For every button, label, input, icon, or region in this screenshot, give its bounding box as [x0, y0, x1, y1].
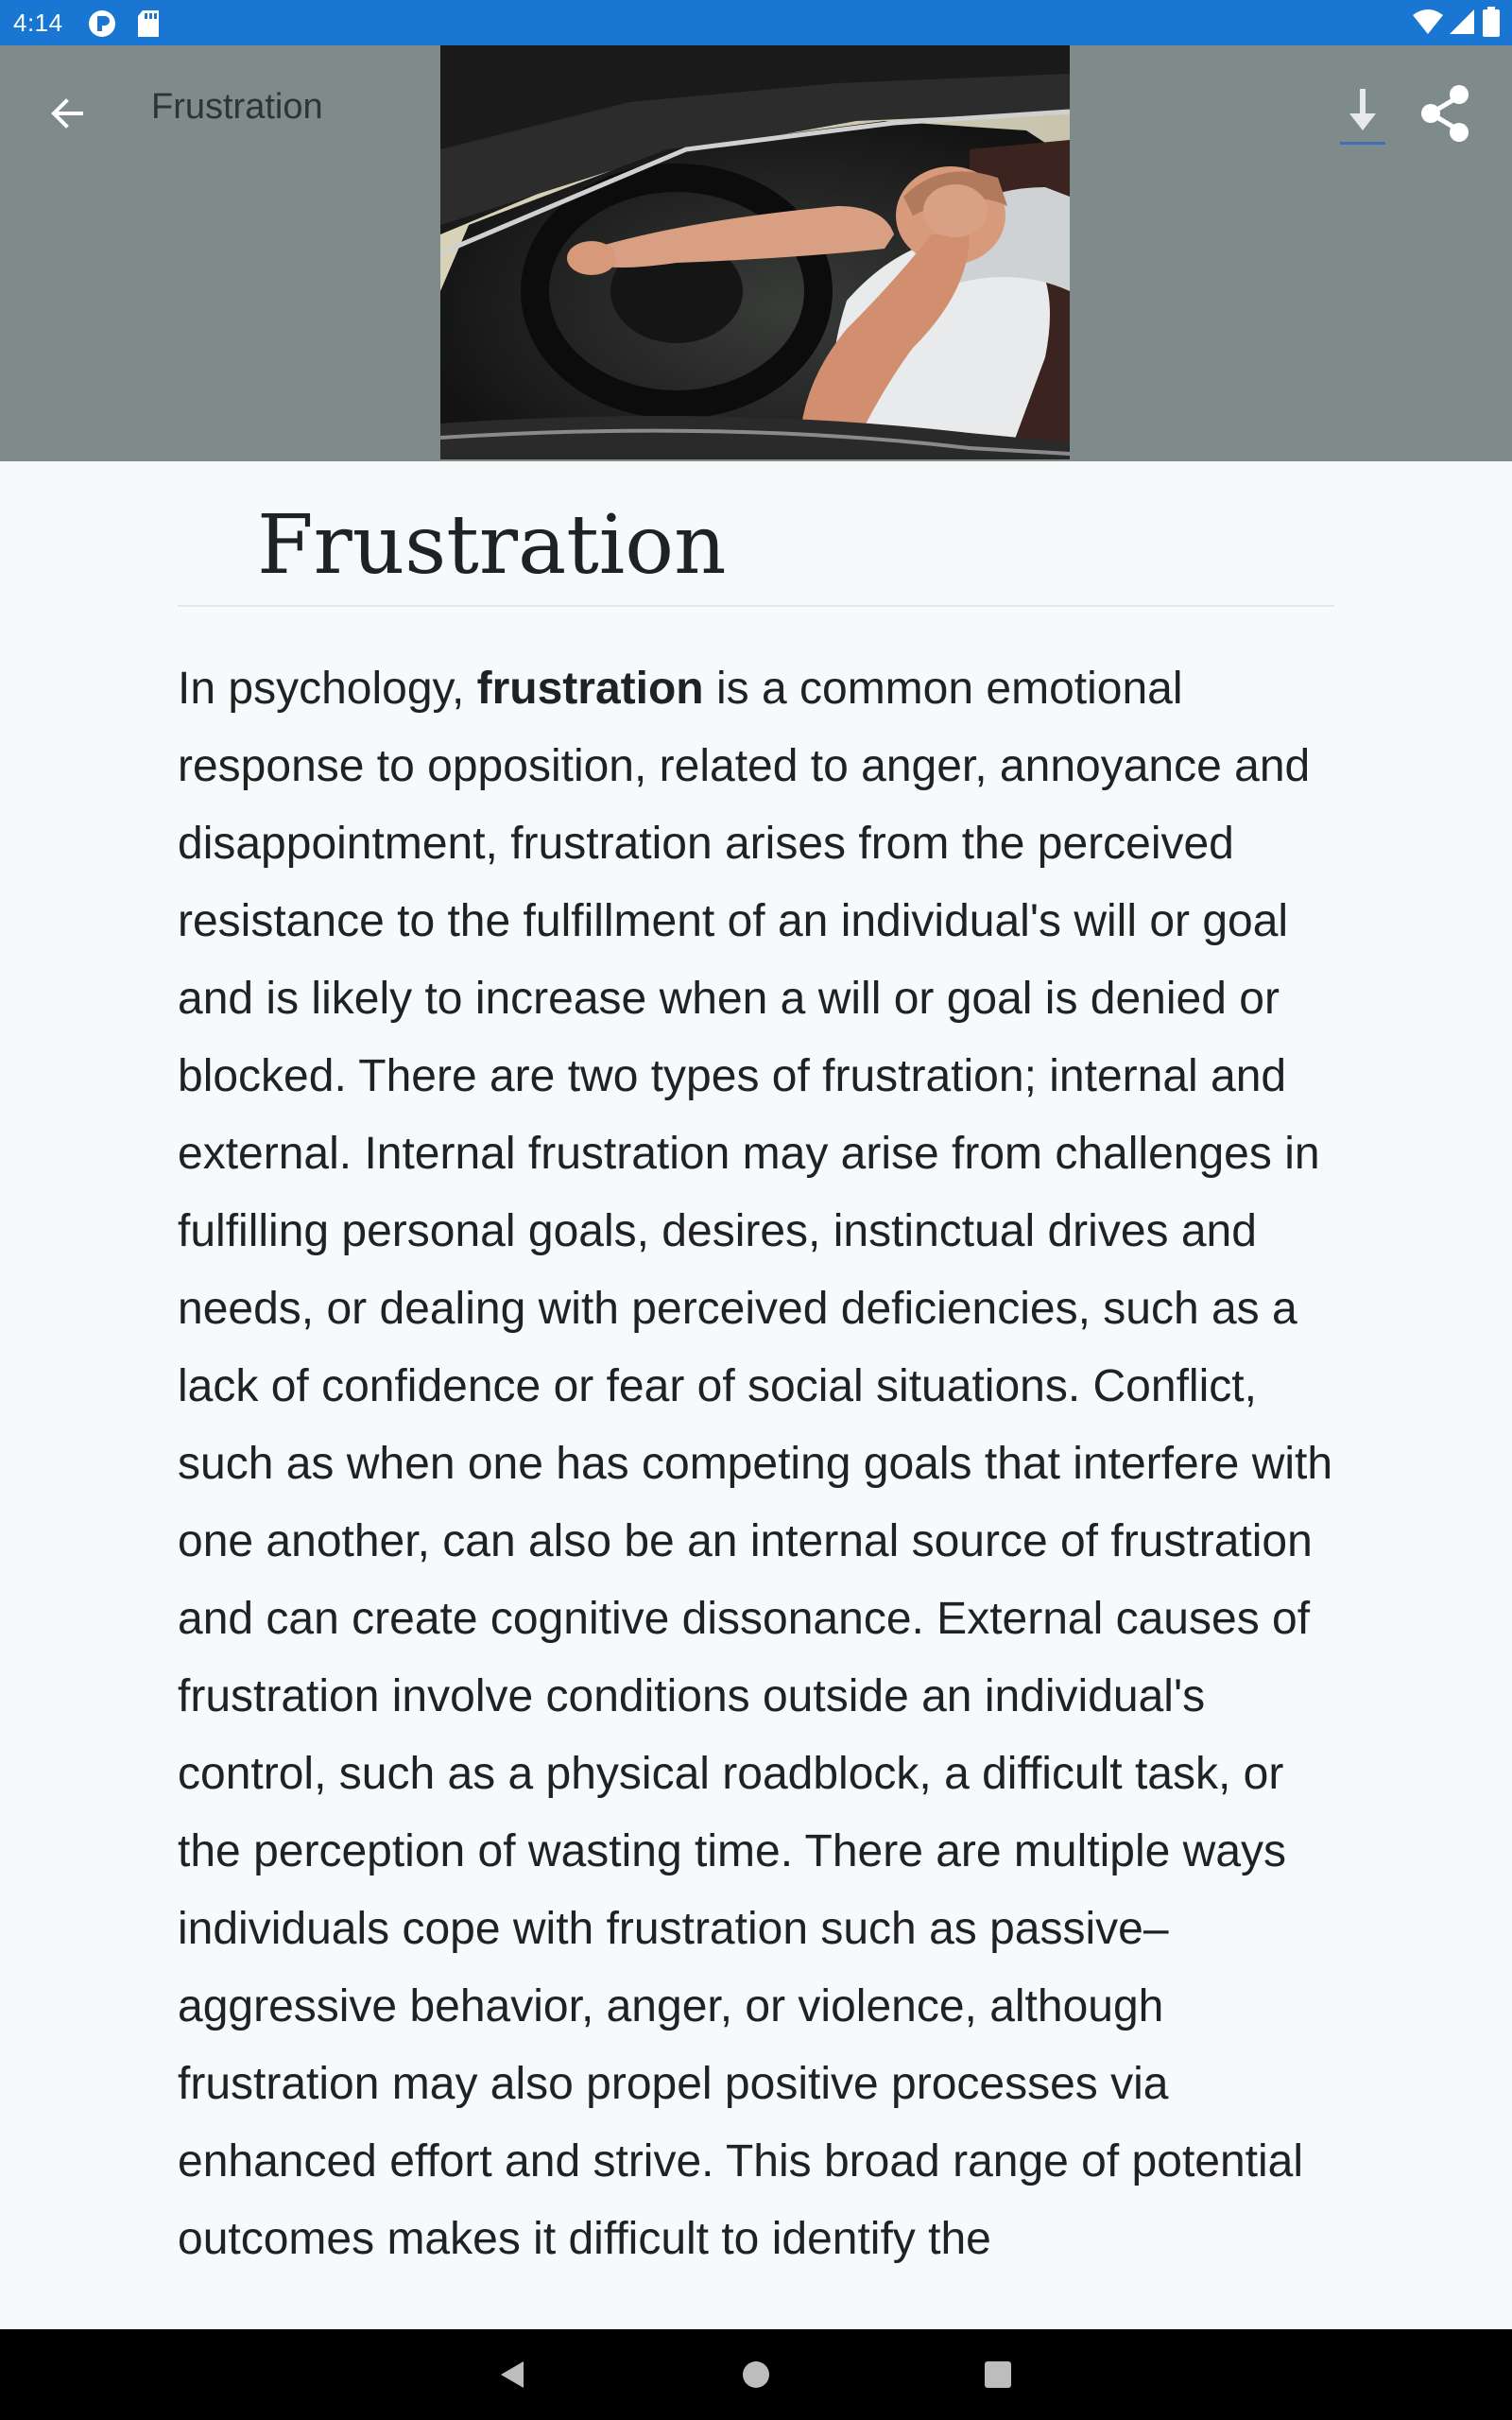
back-triangle-icon	[490, 2352, 535, 2397]
status-bar	[0, 0, 1512, 45]
app-notification-icon	[87, 9, 117, 43]
nav-back-button[interactable]	[490, 2352, 535, 2397]
nav-recents-button[interactable]	[975, 2352, 1021, 2397]
intro-rest: is a common emotional response to opposition, related to anger, annoyance and disappointment, frustration arises from the perceived resistance to the fulfillment of an individual's will or goal and is likely to increase when a will or goal is denied or blocked. There are two types of frustration; internal and external. Internal frustration may arise from challenges in fulfilling personal goals, desires, instinctual drives and needs, or dealing with perceived deficiencies, such as a lack of confidence or fear of social situations. Conflict, such as when one has competing goals that interfere with one another, can also be an internal source of frustration and can create cognitive dissonance. External causes of frustration involve conditions outside an individual's control, such as a physical roadblock, a difficult task, or the perception of wasting time. There are multiple ways individuals cope with frustration such as passive–aggressive behavior, anger, or violence, although frustration may also propel positive processes via enhanced effort and strive. This broad range of potential outcomes makes it difficult to identify the	[178, 664, 1333, 2264]
status-time: 4:14	[13, 9, 63, 37]
wifi-icon	[1412, 8, 1444, 41]
recents-square-icon	[975, 2352, 1021, 2397]
back-button[interactable]	[38, 83, 98, 144]
arrow-left-icon	[38, 83, 98, 144]
battery-icon	[1482, 7, 1501, 42]
title-divider	[178, 605, 1334, 607]
frustrated-driver-image	[440, 45, 1070, 459]
article-header	[0, 45, 1512, 461]
share-button[interactable]	[1414, 78, 1478, 153]
hero-image[interactable]	[440, 45, 1070, 459]
signal-icon	[1448, 8, 1476, 41]
share-icon	[1414, 78, 1478, 153]
download-button[interactable]	[1331, 78, 1395, 153]
system-nav-bar	[0, 2329, 1512, 2420]
article-content	[178, 461, 1334, 2278]
intro-prefix: In psychology,	[178, 664, 477, 714]
nav-home-button[interactable]	[733, 2352, 779, 2397]
download-icon	[1331, 78, 1395, 153]
intro-bold-term[interactable]: frustration	[476, 664, 704, 714]
header-title: Frustration	[151, 87, 323, 127]
home-circle-icon	[733, 2352, 779, 2397]
article-intro-paragraph	[178, 650, 1340, 2278]
article-title: Frustration	[257, 498, 727, 593]
sd-card-icon	[136, 9, 161, 43]
